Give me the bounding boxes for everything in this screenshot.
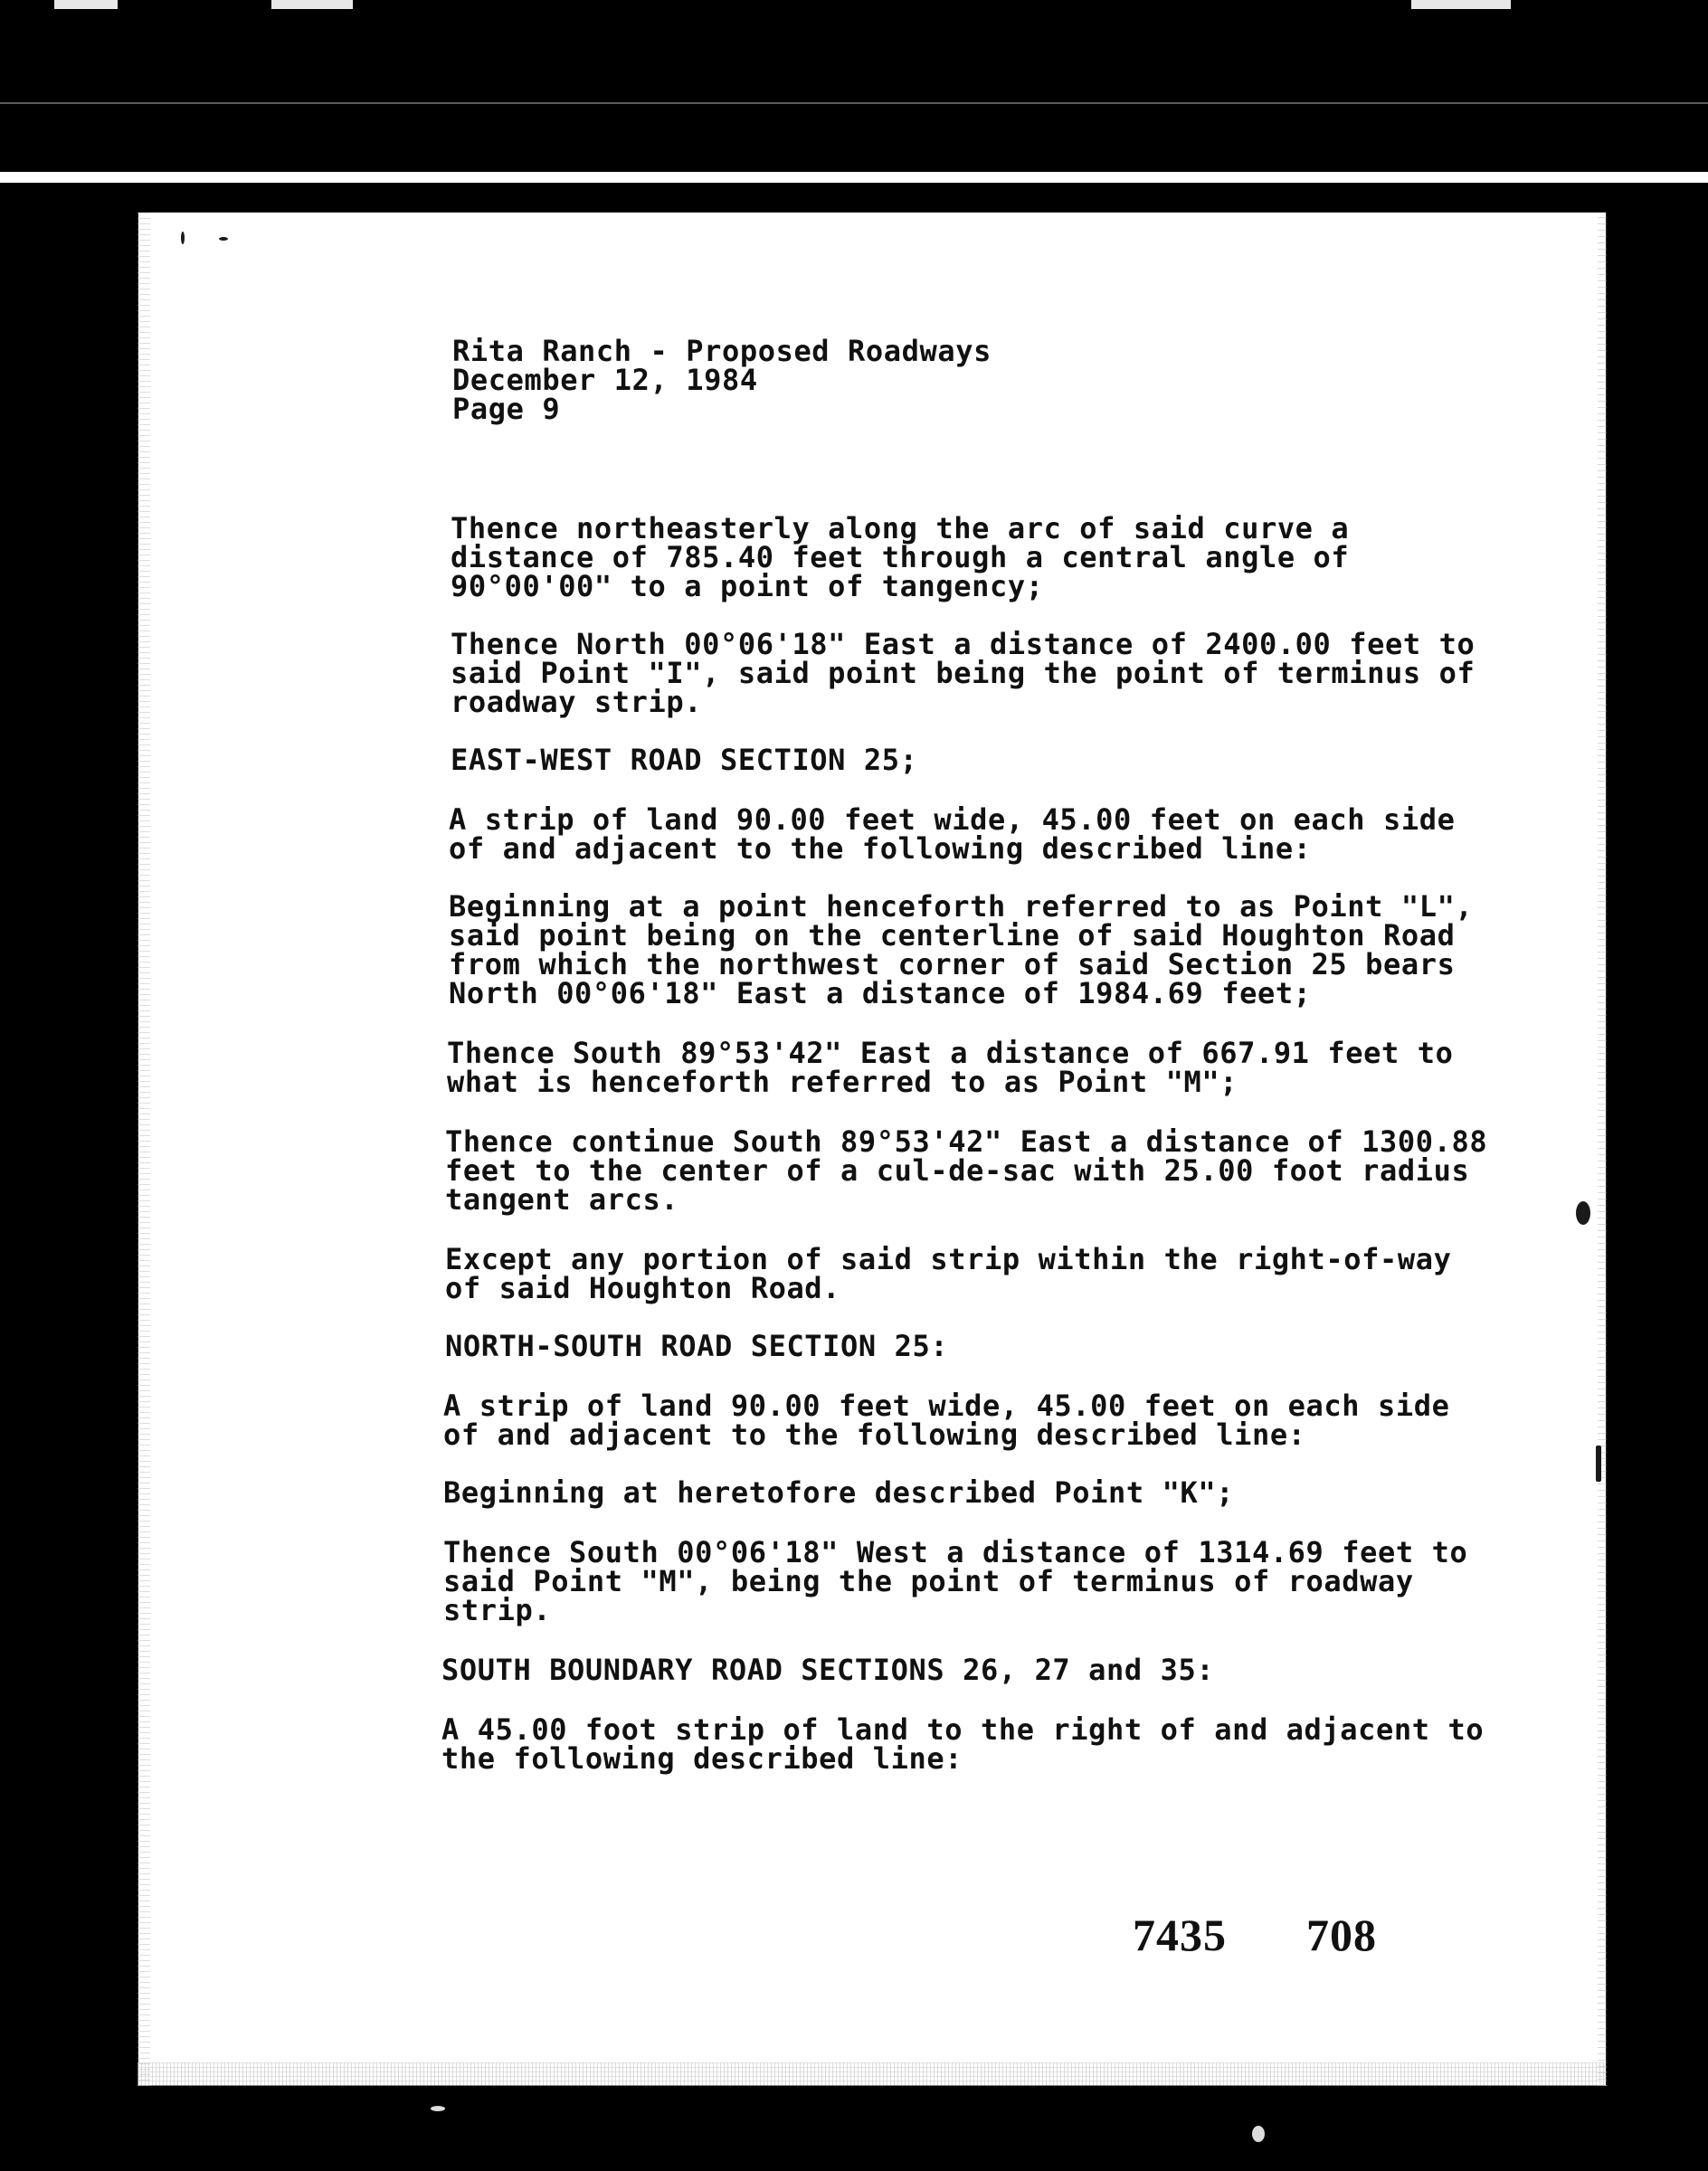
paragraph-line: Thence northeasterly along the arc of said curve a — [451, 511, 1350, 545]
paragraph-line: A strip of land 90.00 feet wide, 45.00 feet on each side — [449, 802, 1456, 837]
scan-speck — [1596, 1446, 1601, 1482]
paragraph-line: what is henceforth referred to as Point "M"; — [447, 1065, 1238, 1099]
paragraph-line: of said Houghton Road. — [445, 1271, 841, 1305]
paragraph-line: roadway strip. — [451, 685, 703, 719]
paragraph-line: said point being on the centerline of said Houghton Road — [449, 918, 1456, 953]
scan-speck — [1576, 1201, 1590, 1225]
paragraph-line: strip. — [443, 1593, 552, 1627]
scan-speck — [1252, 2126, 1265, 2142]
paragraph-line: said Point "M", being the point of terminus of roadway — [443, 1564, 1414, 1598]
scan-speck — [181, 232, 185, 244]
paragraph-line: Thence South 89°53'42" East a distance of 667.91 feet to — [447, 1036, 1454, 1070]
paragraph-line: North 00°06'18" East a distance of 1984.69 feet; — [449, 976, 1312, 1010]
scan-noise-left — [138, 212, 150, 2086]
section-heading: SOUTH BOUNDARY ROAD SECTIONS 26, 27 and 35: — [441, 1653, 1215, 1687]
paragraph-line: distance of 785.40 feet through a central angle of — [451, 540, 1350, 574]
paragraph-line: of and adjacent to the following described line: — [449, 831, 1312, 866]
scan-artifact — [271, 0, 353, 9]
paragraph-line: 90°00'00" to a point of tangency; — [451, 569, 1044, 603]
scan-noise-bottom — [138, 2062, 1607, 2086]
scan-speck — [219, 237, 228, 241]
page-number: 708 — [1306, 1910, 1377, 1960]
doc-page-label: Page 9 — [452, 392, 561, 426]
section-heading: EAST-WEST ROAD SECTION 25; — [451, 743, 918, 777]
scan-artifact — [54, 0, 118, 9]
scan-noise-right — [1598, 212, 1607, 2086]
paragraph-line: feet to the center of a cul-de-sac with 25.00 foot radius — [445, 1153, 1470, 1188]
doc-title: Rita Ranch - Proposed Roadways — [452, 334, 992, 368]
scan-speck — [431, 2106, 445, 2111]
paragraph-line: Thence continue South 89°53'42" East a distance of 1300.88 — [445, 1124, 1488, 1159]
document-page — [138, 212, 1607, 2086]
paragraph-line: Thence South 00°06'18" West a distance of 1314.69 feet to — [443, 1535, 1468, 1569]
paragraph-line: from which the northwest corner of said Section 25 bears — [449, 947, 1456, 981]
scan-top-strip — [0, 172, 1708, 183]
paragraph-line: of and adjacent to the following described line: — [443, 1417, 1306, 1452]
paragraph-line: tangent arcs. — [445, 1182, 679, 1217]
scan-top-line — [0, 102, 1708, 104]
paragraph-line: Except any portion of said strip within the right-of-way — [445, 1242, 1452, 1276]
paragraph-line: A strip of land 90.00 feet wide, 45.00 feet on each side — [443, 1389, 1450, 1423]
paragraph-line: Beginning at heretofore described Point "K"; — [443, 1475, 1235, 1510]
paragraph-line: Beginning at a point henceforth referred to as Point "L", — [449, 889, 1474, 924]
doc-date: December 12, 1984 — [452, 363, 758, 397]
section-heading: NORTH-SOUTH ROAD SECTION 25: — [445, 1329, 949, 1363]
paragraph-line: said Point "I", said point being the point of terminus of — [451, 656, 1476, 690]
paragraph-line: the following described line: — [441, 1741, 963, 1776]
paragraph-line: Thence North 00°06'18" East a distance of 2400.00 feet to — [451, 627, 1476, 661]
paragraph-line: A 45.00 foot strip of land to the right of and adjacent to — [441, 1712, 1485, 1747]
doc-number: 7435 — [1133, 1910, 1227, 1960]
scan-artifact — [1411, 0, 1511, 9]
